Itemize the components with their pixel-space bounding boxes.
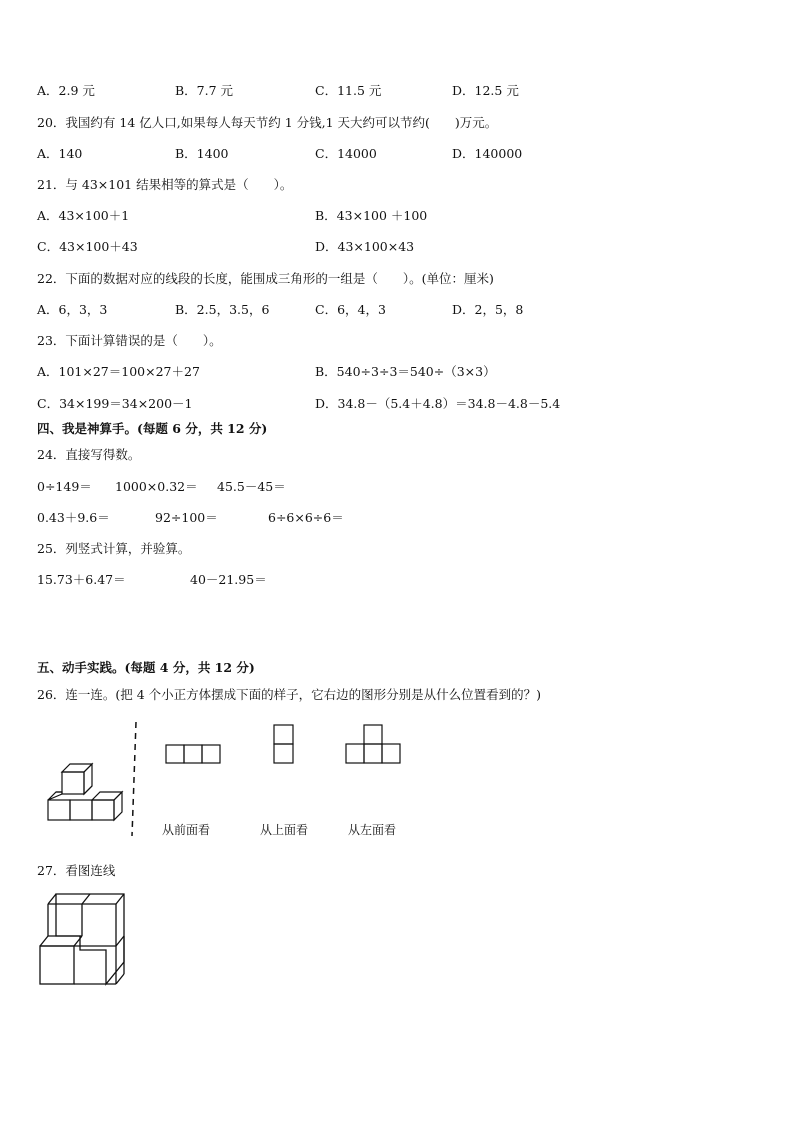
q19-option-b: B．7.7 元 — [175, 83, 234, 98]
q23-option-d: D．34.8－（5.4＋4.8）＝34.8－4.8－5.4 — [315, 396, 561, 411]
q19-option-c: C．11.5 元 — [315, 83, 382, 98]
q21-option-a: A．43×100＋1 — [37, 208, 130, 223]
section-5-title: 五、动手实践。(每题 4 分，共 12 分) — [37, 660, 255, 675]
q20-option-d: D．140000 — [452, 146, 523, 161]
q19-option-d: D．12.5 元 — [452, 83, 519, 98]
q25-item-2: 40－21.95＝ — [190, 572, 267, 587]
q23-option-c: C．34×199＝34×200－1 — [37, 396, 193, 411]
q20-stem: 20．我国约有 14 亿人口,如果每人每天节约 1 分钱,1 天大约可以节约( )万元。 — [37, 115, 498, 130]
q20-option-b: B．1400 — [175, 146, 229, 161]
q27-stem: 27．看图连线 — [37, 863, 116, 878]
q22-option-a: A．6，3，3 — [37, 302, 108, 317]
caption-left-view: 从左面看 — [348, 823, 397, 837]
q25-stem: 25．列竖式计算，并验算。 — [37, 541, 191, 556]
view-figure-two-stacked-squares — [272, 724, 296, 766]
view-figure-three-squares — [165, 744, 223, 766]
q24-item-4: 0.43＋9.6＝ — [37, 510, 110, 525]
q21-stem: 21．与 43×101 结果相等的算式是（ ）。 — [37, 177, 293, 192]
q21-option-d: D．43×100×43 — [315, 239, 415, 254]
q24-item-6: 6÷6×6÷6＝ — [268, 510, 344, 525]
q23-option-b: B．540÷3÷3＝540÷（3×3） — [315, 364, 496, 379]
caption-top-view: 从上面看 — [260, 823, 309, 837]
dashed-divider — [128, 720, 142, 838]
section-4-title: 四、我是神算手。(每题 6 分，共 12 分) — [37, 421, 268, 436]
cube-arrangement-figure — [40, 760, 130, 824]
q23-stem: 23．下面计算错误的是（ ）。 — [37, 333, 222, 348]
view-figure-t-shape — [345, 724, 403, 766]
q20-option-a: A．140 — [37, 146, 83, 161]
q22-option-b: B．2.5，3.5，6 — [175, 302, 270, 317]
q24-item-2: 1000×0.32＝ — [115, 479, 198, 494]
q22-stem: 22．下面的数据对应的线段的长度，能围成三角形的一组是（ ）。(单位：厘米) — [37, 271, 494, 286]
q21-option-c: C．43×100＋43 — [37, 239, 138, 254]
q24-item-5: 92÷100＝ — [155, 510, 218, 525]
q27-cube-figure — [38, 890, 132, 990]
q26-stem: 26．连一连。(把 4 个小正方体摆成下面的样子，它右边的图形分别是从什么位置看到的？) — [37, 687, 542, 702]
q20-option-c: C．14000 — [315, 146, 377, 161]
q21-option-b: B．43×100 ＋100 — [315, 208, 428, 223]
caption-front-view: 从前面看 — [162, 823, 211, 837]
q24-stem: 24．直接写得数。 — [37, 447, 141, 462]
q24-item-1: 0÷149＝ — [37, 479, 92, 494]
q19-option-a: A．2.9 元 — [37, 83, 95, 98]
q23-option-a: A．101×27＝100×27＋27 — [37, 364, 200, 379]
q24-item-3: 45.5－45＝ — [217, 479, 286, 494]
q22-option-c: C．6，4，3 — [315, 302, 386, 317]
q25-item-1: 15.73＋6.47＝ — [37, 572, 126, 587]
q22-option-d: D．2，5，8 — [452, 302, 524, 317]
